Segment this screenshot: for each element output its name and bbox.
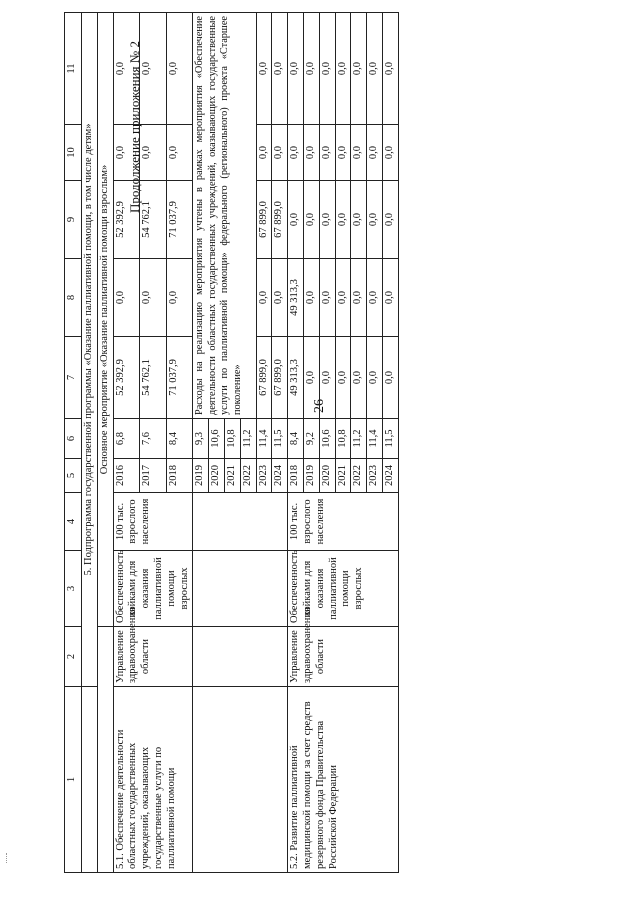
table-row: 2021 10,8 — [224, 13, 240, 873]
unit-5-1: 100 тыс. взрослого населения — [113, 493, 193, 551]
column-number-row — [65, 13, 82, 873]
col-10-header: 10 — [65, 125, 82, 181]
main-activity-title: Основное мероприятие «Оказание паллиативной помощи взрослым» — [97, 13, 113, 627]
table-row: 2018 8,4 71 037,9 0,0 71 037,9 0,0 0,0 — [166, 13, 193, 873]
table-row: 5.2. Развитие паллиативной медицинской помощи за счет средств резервного фонда Правительства Российской Федерации Управление здравоохранения области Обеспеченность койками для оказания паллиативной помощи взрослых 100 тыс. взрослого населения 2018 8,4 49 313,3 49 313,3 0,0 0,0 0,0 — [288, 13, 304, 873]
financing-note: Расходы на реализацию мероприятия учтены в рамках мероприятия «Обеспечение деятельности областных государственных учреждений, оказывающих государственные услуги по паллиативной помощи» федерального (регионального) проекта «Старшее поколение» — [193, 13, 256, 419]
col-9-header: 9 — [65, 181, 82, 259]
rotated-table-container — [64, 13, 630, 873]
main-activity-row — [97, 13, 113, 873]
appendix-title: Продолжение приложения № 2 — [127, 41, 142, 213]
indicator-5-2: Обеспеченность койками для оказания паллиативной помощи взрослых — [288, 551, 399, 627]
unit-5-2: 100 тыс. взрослого населения — [288, 493, 399, 551]
table-row: 2020 10,6 0,0 0,0 0,0 0,0 0,0 — [319, 13, 335, 873]
activity-name-5-2: 5.2. Развитие паллиативной медицинской помощи за счет средств резервного фонда Правительства Российской Федерации — [288, 687, 399, 873]
table-row: 5.1. Обеспечение деятельности областных государственных учреждений, оказывающих государственные услуги по паллиативной помощи Управление здравоохранения области Обеспеченность койками для оказания паллиативной помощи взрослых 100 тыс. взрослого населения 2016 6,8 52 392,9 0,0 52 392,9 0,0 0,0 — [113, 13, 140, 873]
table-row: 2024 11,5 67 899,0 0,0 67 899,0 0,0 0,0 — [272, 13, 288, 873]
scan-edge-mark — [6, 853, 10, 863]
table-row: 2017 7,6 54 762,1 0,0 54 762,1 0,0 0,0 — [140, 13, 167, 873]
col-7-header: 7 — [65, 337, 82, 419]
table-row: 2019 9,2 0,0 0,0 0,0 0,0 0,0 — [303, 13, 319, 873]
col-8-header: 8 — [65, 259, 82, 337]
col-4-header: 4 — [65, 493, 82, 551]
indicator-5-1: Обеспеченность койками для оказания паллиативной помощи взрослых — [113, 551, 193, 627]
subprogram-title: 5. Подпрограмма государственной программы «Оказание паллиативной помощи, в том числе детям» — [82, 13, 98, 687]
page-number: 26 — [312, 399, 327, 413]
executor-5-2: Управление здравоохранения области — [288, 627, 399, 687]
table-row: 2020 10,6 — [209, 13, 225, 873]
col-3-header: 3 — [65, 551, 82, 627]
col-2-header: 2 — [65, 627, 82, 687]
table-row: 2023 11,4 0,0 0,0 0,0 0,0 0,0 — [367, 13, 383, 873]
activities-table — [64, 12, 399, 873]
table-row: 2024 11,5 0,0 0,0 0,0 0,0 0,0 — [382, 13, 398, 873]
subprogram-row — [82, 13, 98, 873]
col-1-header: 1 — [65, 687, 82, 873]
table-row: 2019 9,3 Расходы на реализацию мероприятия учтены в рамках мероприятия «Обеспечение деятельности областных государственных учреждений, оказывающих государственные услуги по паллиативной помощи» федерального (регионального) проекта «Старшее поколение» — [193, 13, 209, 873]
table-row: 2023 11,4 67 899,0 0,0 67 899,0 0,0 0,0 — [256, 13, 272, 873]
table-row: 2022 11,2 0,0 0,0 0,0 0,0 0,0 — [351, 13, 367, 873]
activity-name-5-1: 5.1. Обеспечение деятельности областных государственных учреждений, оказывающих государственные услуги по паллиативной помощи — [113, 687, 193, 873]
col-5-header: 5 — [65, 459, 82, 493]
executor-5-1: Управление здравоохранения области — [113, 627, 193, 687]
col-11-header: 11 — [65, 13, 82, 125]
table-row: 2022 11,2 — [240, 13, 256, 873]
col-6-header: 6 — [65, 419, 82, 459]
table-row: 2021 10,8 0,0 0,0 0,0 0,0 0,0 — [335, 13, 351, 873]
